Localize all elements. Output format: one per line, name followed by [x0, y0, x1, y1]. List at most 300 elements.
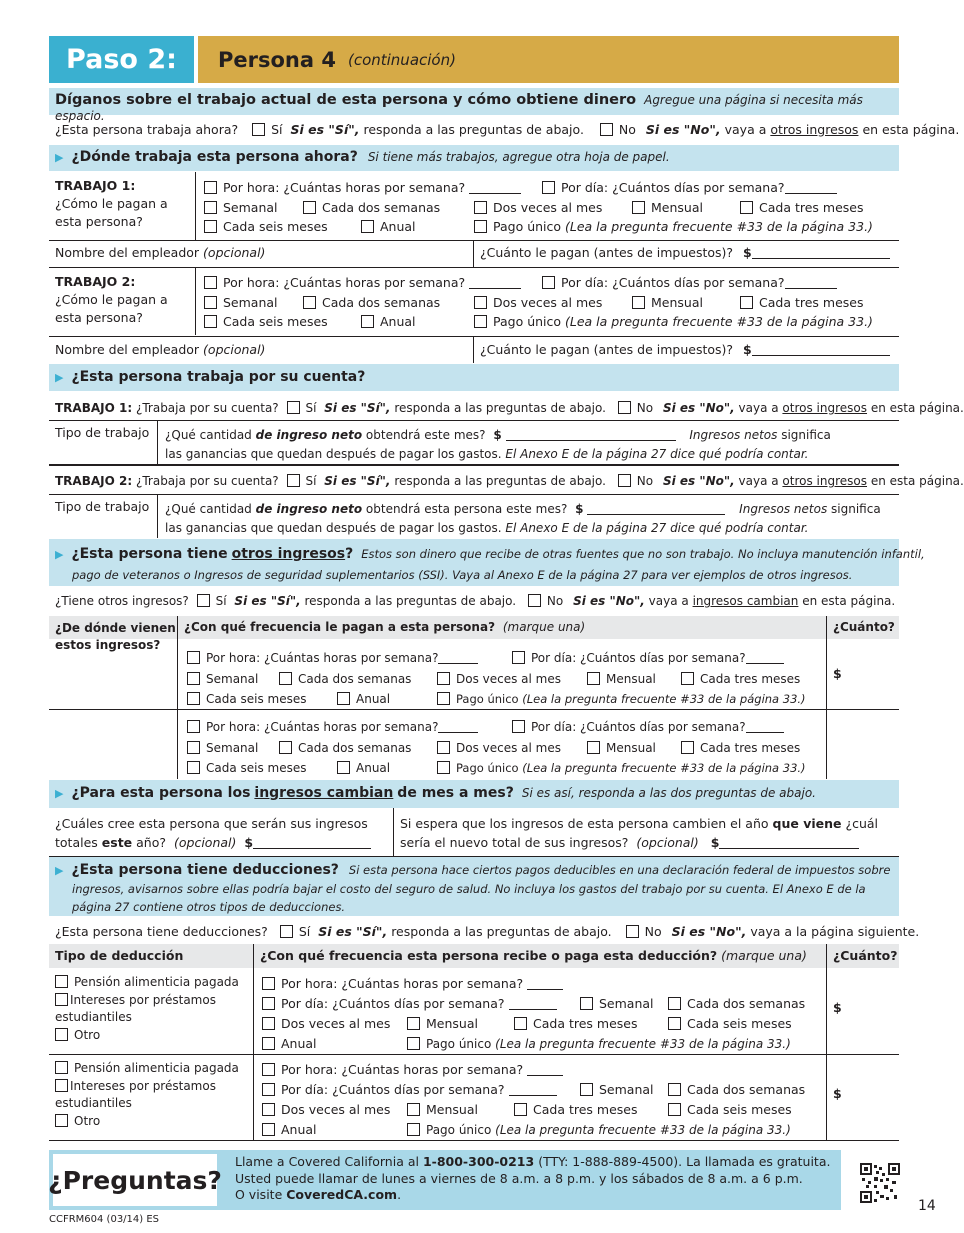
once-note: (Lea la pregunta frecuente #33 de la página 33.)	[565, 219, 873, 234]
hour-checkbox[interactable]	[187, 651, 200, 664]
quarterly-checkbox[interactable]	[681, 672, 694, 685]
day-checkbox[interactable]	[262, 997, 275, 1010]
dollar-sign: $	[244, 835, 254, 850]
change-r1a: Si espera que los ingresos de esta persona cambien el año	[400, 816, 769, 831]
change-l2c: año?	[136, 835, 167, 850]
yes-note: Si es "Sí",	[290, 122, 360, 137]
divider	[253, 944, 254, 1140]
other-income-header	[49, 539, 925, 586]
person-banner	[198, 36, 899, 83]
once-checkbox[interactable]	[437, 692, 450, 705]
weekly-label: Semanal	[223, 294, 278, 310]
halfyear-checkbox[interactable]	[204, 315, 217, 328]
pay-input[interactable]	[752, 258, 890, 259]
halfyear-checkbox[interactable]	[668, 1017, 681, 1030]
ded-row1-amount	[833, 1000, 842, 1015]
halfyear-checkbox[interactable]	[668, 1103, 681, 1116]
pay-label: ¿Cuánto le pagan (antes de impuestos)?	[480, 245, 734, 260]
quarterly-label: Cada tres meses	[533, 1102, 638, 1117]
twice-label: Dos veces al mes	[493, 294, 603, 310]
other-ded-label: Otro	[74, 1113, 101, 1128]
once-checkbox[interactable]	[437, 761, 450, 774]
contact-info	[235, 1154, 830, 1204]
once-checkbox[interactable]	[407, 1123, 420, 1136]
ded-title: ¿Esta persona tiene deducciones?	[71, 862, 339, 878]
link-rest: en esta página.	[870, 401, 964, 415]
twice-checkbox[interactable]	[474, 296, 487, 309]
optional-note: (opcional)	[636, 835, 699, 850]
monthly-label: Mensual	[426, 1016, 478, 1031]
once-checkbox[interactable]	[407, 1037, 420, 1050]
days-blank[interactable]	[509, 1009, 557, 1010]
person-cont: (continuación)	[347, 50, 456, 69]
alimony-label: Pensión alimenticia pagada	[74, 1061, 239, 1075]
net-c: obtendrá esta persona este mes?	[365, 502, 568, 516]
other-income-link[interactable]: otros ingresos	[770, 122, 859, 137]
hours-blank[interactable]	[527, 1075, 563, 1076]
self1-type	[55, 425, 149, 440]
monthly-label: Mensual	[606, 671, 656, 686]
quarterly-label: Cada tres meses	[533, 1016, 638, 1031]
divider	[49, 1140, 899, 1141]
yes-label: Sí	[271, 122, 283, 137]
hour-label: Por hora: ¿Cuántas horas por semana?	[206, 720, 439, 734]
form-code	[49, 1214, 159, 1225]
twice-label: Dos veces al mes	[456, 671, 562, 686]
other-note1: Estos son dinero que recibe de otras fuentes que no son trabajo. No incluya manutención infantil,	[361, 547, 925, 561]
weekly-checkbox[interactable]	[187, 741, 200, 754]
day-label: Por día: ¿Cuántos días por semana?	[281, 996, 505, 1011]
self-q: ¿Trabaja por su cuenta?	[135, 401, 279, 415]
change-title2: de mes a mes?	[397, 785, 514, 801]
weekly-checkbox[interactable]	[580, 997, 593, 1010]
work-section-header	[49, 88, 899, 123]
hours-blank[interactable]	[527, 989, 563, 990]
change-r2: sería el nuevo total de sus ingresos?	[400, 835, 629, 850]
divider	[49, 709, 899, 710]
yes-rest: responda a las preguntas de abajo.	[391, 924, 612, 939]
ded-row2-types	[55, 1060, 239, 1130]
other-title-link[interactable]: otros ingresos	[231, 546, 346, 562]
ded-row2-amount	[833, 1086, 842, 1101]
change-l2b: este	[101, 835, 133, 850]
other-ded-checkbox[interactable]	[55, 1028, 68, 1041]
pay-input[interactable]	[752, 355, 890, 356]
halfyear-checkbox[interactable]	[204, 220, 217, 233]
other-yes-checkbox[interactable]	[197, 594, 210, 607]
employer-label: Nombre del empleador	[55, 342, 200, 357]
monthly-label: Mensual	[651, 199, 703, 215]
contact-l3b: .	[397, 1187, 402, 1202]
annual-checkbox[interactable]	[337, 692, 350, 705]
ded-yes-checkbox[interactable]	[280, 925, 293, 938]
loan-label2: estudiantiles	[55, 1096, 132, 1110]
employer-label: Nombre del empleador	[55, 245, 200, 260]
job2-q1: ¿Cómo le pagan a	[55, 292, 168, 307]
once-label: Pago único	[456, 692, 519, 706]
type-label: Tipo de trabajo	[55, 425, 150, 440]
change-r1c: ¿cuál	[845, 816, 879, 831]
hour-checkbox[interactable]	[262, 977, 275, 990]
no-rest: vaya a	[738, 474, 779, 488]
self-q: ¿Trabaja por su cuenta?	[135, 474, 279, 488]
divider	[195, 267, 196, 335]
biweekly-checkbox[interactable]	[279, 741, 292, 754]
monthly-checkbox[interactable]	[407, 1017, 420, 1030]
twice-checkbox[interactable]	[474, 201, 487, 214]
halfyear-label: Cada seis meses	[206, 761, 307, 775]
net-b: de ingreso neto	[255, 428, 363, 442]
job2-hour-checkbox[interactable]	[204, 276, 217, 289]
quarterly-checkbox[interactable]	[740, 201, 753, 214]
other-col1b: estos ingresos?	[55, 638, 161, 652]
ded-note3: página 27 contiene otros tipos de deducciones.	[72, 900, 346, 914]
job1-day-checkbox[interactable]	[542, 181, 555, 194]
twice-checkbox[interactable]	[262, 1017, 275, 1030]
dollar-sign: $	[710, 835, 720, 850]
once-note: (Lea la pregunta frecuente #33 de la página 33.)	[565, 314, 873, 329]
annual-label: Anual	[281, 1122, 317, 1137]
no-rest: vaya a	[724, 122, 767, 137]
yes-label: Sí	[305, 474, 317, 488]
yes-note: Si es "Sí",	[324, 474, 391, 488]
change-r1b: que viene	[772, 816, 842, 831]
other-title2: ?	[345, 546, 354, 562]
divider	[473, 336, 474, 363]
divider	[49, 336, 899, 337]
hours-blank[interactable]	[438, 732, 478, 733]
net-sig2: significa	[831, 502, 881, 516]
weekly-checkbox[interactable]	[204, 201, 217, 214]
twice-label: Dos veces al mes	[281, 1016, 391, 1031]
ded-row1-types	[55, 974, 239, 1044]
job2-day-checkbox[interactable]	[542, 276, 555, 289]
alimony-checkbox[interactable]	[55, 975, 68, 988]
ded-col2-title: ¿Con qué frecuencia esta persona recibe o paga esta deducción?	[260, 948, 718, 963]
self1-yes-checkbox[interactable]	[287, 401, 300, 414]
ded-no-rest: vaya a la página siguiente.	[750, 924, 920, 939]
optional-note: (opcional)	[174, 835, 237, 850]
halfyear-label: Cada seis meses	[206, 692, 307, 706]
dollar-sign: $	[833, 1086, 842, 1101]
quarterly-checkbox[interactable]	[740, 296, 753, 309]
triangle-icon: ▶	[55, 151, 64, 164]
change-title-link[interactable]: ingresos cambian	[254, 785, 394, 801]
self2-net	[165, 500, 881, 538]
biweekly-label: Cada dos semanas	[298, 740, 412, 755]
biweekly-label: Cada dos semanas	[322, 199, 441, 215]
once-note: (Lea la pregunta frecuente #33 de la página 33.)	[522, 692, 806, 706]
quarterly-checkbox[interactable]	[681, 741, 694, 754]
self2-no-checkbox[interactable]	[618, 474, 631, 487]
yes-rest: responda a las preguntas de abajo.	[394, 401, 606, 415]
person-title: Persona 4	[218, 47, 336, 72]
loan-checkbox[interactable]	[55, 1079, 68, 1092]
ded-note2: ingresos, avisarnos sobre ellas podría bajar el costo del seguro de salud. No incluya los gastos del trabajo por su cuenta. El Anexo E de la	[72, 881, 866, 896]
job2-label	[55, 273, 168, 327]
next-year-input[interactable]	[719, 848, 859, 849]
biweekly-checkbox[interactable]	[668, 997, 681, 1010]
net-a: ¿Qué cantidad	[165, 502, 252, 516]
optional-note: (opcional)	[203, 245, 266, 260]
contact-l1a: Llame a Covered California al	[235, 1154, 419, 1169]
optional-note: (opcional)	[203, 342, 266, 357]
other-income-link[interactable]: otros ingresos	[782, 401, 868, 415]
divider	[393, 808, 394, 856]
twice-checkbox[interactable]	[437, 741, 450, 754]
other-col2-note: (marque una)	[502, 620, 586, 634]
self1-no-checkbox[interactable]	[618, 401, 631, 414]
quarterly-checkbox[interactable]	[514, 1017, 527, 1030]
annual-label: Anual	[281, 1036, 317, 1051]
change-next-year	[400, 814, 878, 852]
other-ded-checkbox[interactable]	[55, 1114, 68, 1127]
job1-q1: ¿Cómo le pagan a	[55, 196, 168, 211]
other-col3-title: ¿Cuánto?	[833, 620, 895, 634]
weekly-checkbox[interactable]	[580, 1083, 593, 1096]
ded-col2	[260, 948, 807, 963]
no-rest: vaya a	[738, 401, 779, 415]
other-row2	[187, 717, 827, 779]
no-rest: vaya a	[648, 594, 689, 608]
once-note: (Lea la pregunta frecuente #33 de la página 33.)	[495, 1037, 791, 1051]
biweekly-checkbox[interactable]	[668, 1083, 681, 1096]
works-no-checkbox[interactable]	[600, 123, 613, 136]
day-checkbox[interactable]	[512, 720, 525, 733]
yes-label: Sí	[298, 924, 311, 939]
halfyear-checkbox[interactable]	[187, 692, 200, 705]
weekly-checkbox[interactable]	[187, 672, 200, 685]
divider	[49, 240, 899, 241]
dollar-sign: $	[743, 342, 752, 357]
this-year-input[interactable]	[253, 848, 371, 849]
loan-label1: Intereses por préstamos	[70, 1078, 216, 1093]
other-ded-label: Otro	[74, 1027, 101, 1042]
self2-yes-checkbox[interactable]	[287, 474, 300, 487]
halfyear-label: Cada seis meses	[687, 1102, 792, 1117]
self-employed-header	[49, 364, 899, 391]
annual-checkbox[interactable]	[337, 761, 350, 774]
annual-label: Anual	[356, 692, 391, 706]
works-now-question	[55, 122, 959, 137]
dollar-sign: $	[833, 1000, 842, 1015]
once-note: (Lea la pregunta frecuente #33 de la página 33.)	[522, 761, 806, 775]
monthly-checkbox[interactable]	[407, 1103, 420, 1116]
once-label: Pago único	[456, 761, 519, 775]
ded-note1: Si esta persona hace ciertos pagos deducibles en una declaración federal de impuestos sobre	[348, 863, 891, 877]
other-row1	[187, 648, 827, 710]
monthly-checkbox[interactable]	[632, 201, 645, 214]
no-label: No	[618, 122, 636, 137]
days-blank[interactable]	[509, 1095, 557, 1096]
change-title1: ¿Para esta persona los	[71, 785, 251, 801]
income-changes-link[interactable]: ingresos cambian	[692, 594, 799, 608]
contact-l2: Usted puede llamar de lunes a viernes de 8 a.m. a 8 p.m. y los sábados de 8 a.m. a 6 p.m.	[235, 1170, 803, 1186]
twice-label: Dos veces al mes	[456, 740, 562, 755]
day-label: Por día: ¿Cuántos días por semana?	[281, 1082, 505, 1097]
page-number-text: 14	[918, 1198, 936, 1214]
website-link[interactable]: CoveredCA.com	[286, 1187, 398, 1202]
annual-label: Anual	[356, 761, 391, 775]
link-rest: en esta página.	[862, 122, 960, 137]
job2-pay	[480, 342, 890, 357]
questions-box	[48, 1154, 222, 1206]
page-number	[918, 1198, 936, 1214]
other-no-checkbox[interactable]	[528, 594, 541, 607]
ded-no-checkbox[interactable]	[626, 925, 639, 938]
halfyear-label: Cada seis meses	[687, 1016, 792, 1031]
change-l2a: totales	[55, 835, 98, 850]
no-note: Si es "No",	[662, 401, 735, 415]
day-checkbox[interactable]	[262, 1083, 275, 1096]
other-col3	[833, 620, 895, 634]
step-badge	[49, 36, 194, 83]
self-job2-question	[55, 474, 964, 488]
halfyear-checkbox[interactable]	[187, 761, 200, 774]
ded-col1-title: Tipo de deducción	[55, 948, 184, 963]
other-col2	[184, 620, 585, 634]
biweekly-checkbox[interactable]	[279, 672, 292, 685]
hours-blank[interactable]	[438, 663, 478, 664]
quarterly-label: Cada tres meses	[700, 671, 801, 686]
twice-checkbox[interactable]	[437, 672, 450, 685]
divider	[49, 267, 899, 268]
annual-label: Anual	[380, 314, 416, 329]
annual-checkbox[interactable]	[361, 315, 374, 328]
net-input[interactable]	[587, 514, 725, 515]
yes-note: Si es "Sí",	[318, 924, 388, 939]
where-note: Si tiene más trabajos, agregue otra hoja de papel.	[367, 150, 670, 164]
form-code-text: CCFRM604 (03/14) ES	[49, 1214, 160, 1225]
weekly-label: Semanal	[223, 199, 278, 215]
link-rest: en esta página.	[870, 474, 964, 488]
no-note: Si es "No",	[671, 924, 747, 939]
day-label: Por día: ¿Cuántos días por semana?	[531, 720, 746, 734]
where-works-header	[49, 145, 899, 171]
job1-employer	[55, 245, 265, 260]
change-l1: ¿Cuáles cree esta persona que serán sus ingresos	[55, 816, 368, 831]
dollar-sign: $	[493, 428, 502, 442]
job1-hour-checkbox[interactable]	[204, 181, 217, 194]
contact-l1b: (TTY: 1-888-889-4500). La llamada es gratuita.	[538, 1154, 831, 1169]
yes-rest: responda a las preguntas de abajo.	[394, 474, 606, 488]
other-title1: ¿Esta persona tiene	[71, 546, 228, 562]
phone-number[interactable]: 1-800-300-0213	[422, 1154, 535, 1169]
net-input[interactable]	[506, 440, 676, 441]
ded-row1-freq	[262, 974, 822, 1054]
self-job2-name: TRABAJO 2:	[55, 474, 133, 488]
day-label: Por día: ¿Cuántos días por semana?	[561, 275, 785, 290]
hour-checkbox[interactable]	[187, 720, 200, 733]
alimony-checkbox[interactable]	[55, 1061, 68, 1074]
weekly-label: Semanal	[599, 996, 654, 1011]
loan-checkbox[interactable]	[55, 993, 68, 1006]
hours-blank[interactable]	[469, 288, 521, 289]
once-note: (Lea la pregunta frecuente #33 de la página 33.)	[495, 1123, 791, 1137]
hour-label: Por hora: ¿Cuántas horas por semana?	[223, 275, 466, 290]
hour-checkbox[interactable]	[262, 1063, 275, 1076]
works-now-label: ¿Esta persona trabaja ahora?	[55, 122, 239, 137]
other-note2: pago de veteranos o Ingresos de seguridad suplementarios (SSI). Vaya al Anexo E de la página 27 para ver ejemplos de otros ingresos.	[72, 568, 853, 582]
link-rest: en esta página.	[802, 594, 896, 608]
quarterly-checkbox[interactable]	[514, 1103, 527, 1116]
weekly-checkbox[interactable]	[204, 296, 217, 309]
questions-title: ¿Preguntas?	[48, 1165, 222, 1195]
monthly-checkbox[interactable]	[587, 672, 600, 685]
days-blank[interactable]	[746, 663, 784, 664]
weekly-label: Semanal	[206, 740, 259, 755]
once-checkbox[interactable]	[474, 220, 487, 233]
other-col1	[55, 620, 176, 654]
monthly-checkbox[interactable]	[632, 296, 645, 309]
monthly-checkbox[interactable]	[587, 741, 600, 754]
yes-label: Sí	[215, 594, 227, 608]
days-blank[interactable]	[746, 732, 784, 733]
other-row1-amount	[833, 666, 842, 681]
contact-l3a: O visite	[235, 1187, 283, 1202]
day-checkbox[interactable]	[512, 651, 525, 664]
quarterly-label: Cada tres meses	[700, 740, 801, 755]
once-checkbox[interactable]	[474, 315, 487, 328]
divider	[49, 464, 899, 466]
no-note: Si es "No",	[662, 474, 735, 488]
other-income-link[interactable]: otros ingresos	[782, 474, 868, 488]
other-col2-title: ¿Con qué frecuencia le pagan a esta persona?	[184, 620, 496, 634]
twice-label: Dos veces al mes	[493, 199, 603, 215]
annual-label: Anual	[380, 219, 416, 234]
annual-checkbox[interactable]	[361, 220, 374, 233]
net-sig: Ingresos netos	[689, 428, 778, 442]
net-sig2: significa	[781, 428, 831, 442]
ded-col2-note: (marque una)	[721, 948, 807, 963]
days-blank[interactable]	[785, 193, 837, 194]
job2-freq	[204, 273, 894, 332]
self1-net	[165, 426, 831, 464]
biweekly-label: Cada dos semanas	[687, 1082, 806, 1097]
once-label: Pago único	[493, 314, 562, 329]
annual-checkbox[interactable]	[262, 1037, 275, 1050]
alimony-label: Pensión alimenticia pagada	[74, 975, 239, 989]
twice-checkbox[interactable]	[262, 1103, 275, 1116]
yes-rest: responda a las preguntas de abajo.	[363, 122, 584, 137]
ded-row2-freq	[262, 1060, 822, 1140]
twice-label: Dos veces al mes	[281, 1102, 391, 1117]
type-label: Tipo de trabajo	[55, 499, 150, 514]
net-annex: El Anexo E de la página 27 dice qué podría contar.	[505, 447, 809, 461]
days-blank[interactable]	[785, 288, 837, 289]
no-note: Si es "No",	[645, 122, 721, 137]
hour-label: Por hora: ¿Cuántas horas por semana?	[223, 180, 466, 195]
ded-col3	[833, 948, 897, 963]
job2-q2: esta persona?	[55, 310, 143, 325]
job1-name: TRABAJO 1:	[55, 178, 136, 193]
net-a: ¿Qué cantidad	[165, 428, 252, 442]
other-q: ¿Tiene otros ingresos?	[55, 594, 189, 608]
yes-note: Si es "Sí",	[324, 401, 391, 415]
biweekly-checkbox[interactable]	[303, 296, 316, 309]
annual-checkbox[interactable]	[262, 1123, 275, 1136]
weekly-label: Semanal	[599, 1082, 654, 1097]
biweekly-checkbox[interactable]	[303, 201, 316, 214]
works-yes-checkbox[interactable]	[252, 123, 265, 136]
divider	[49, 494, 899, 495]
self-job1-question	[55, 401, 964, 415]
hours-blank[interactable]	[469, 193, 521, 194]
divider	[157, 420, 158, 464]
ded-q: ¿Esta persona tiene deducciones?	[55, 924, 268, 939]
halfyear-label: Cada seis meses	[223, 314, 328, 329]
income-changes-header	[49, 780, 899, 808]
